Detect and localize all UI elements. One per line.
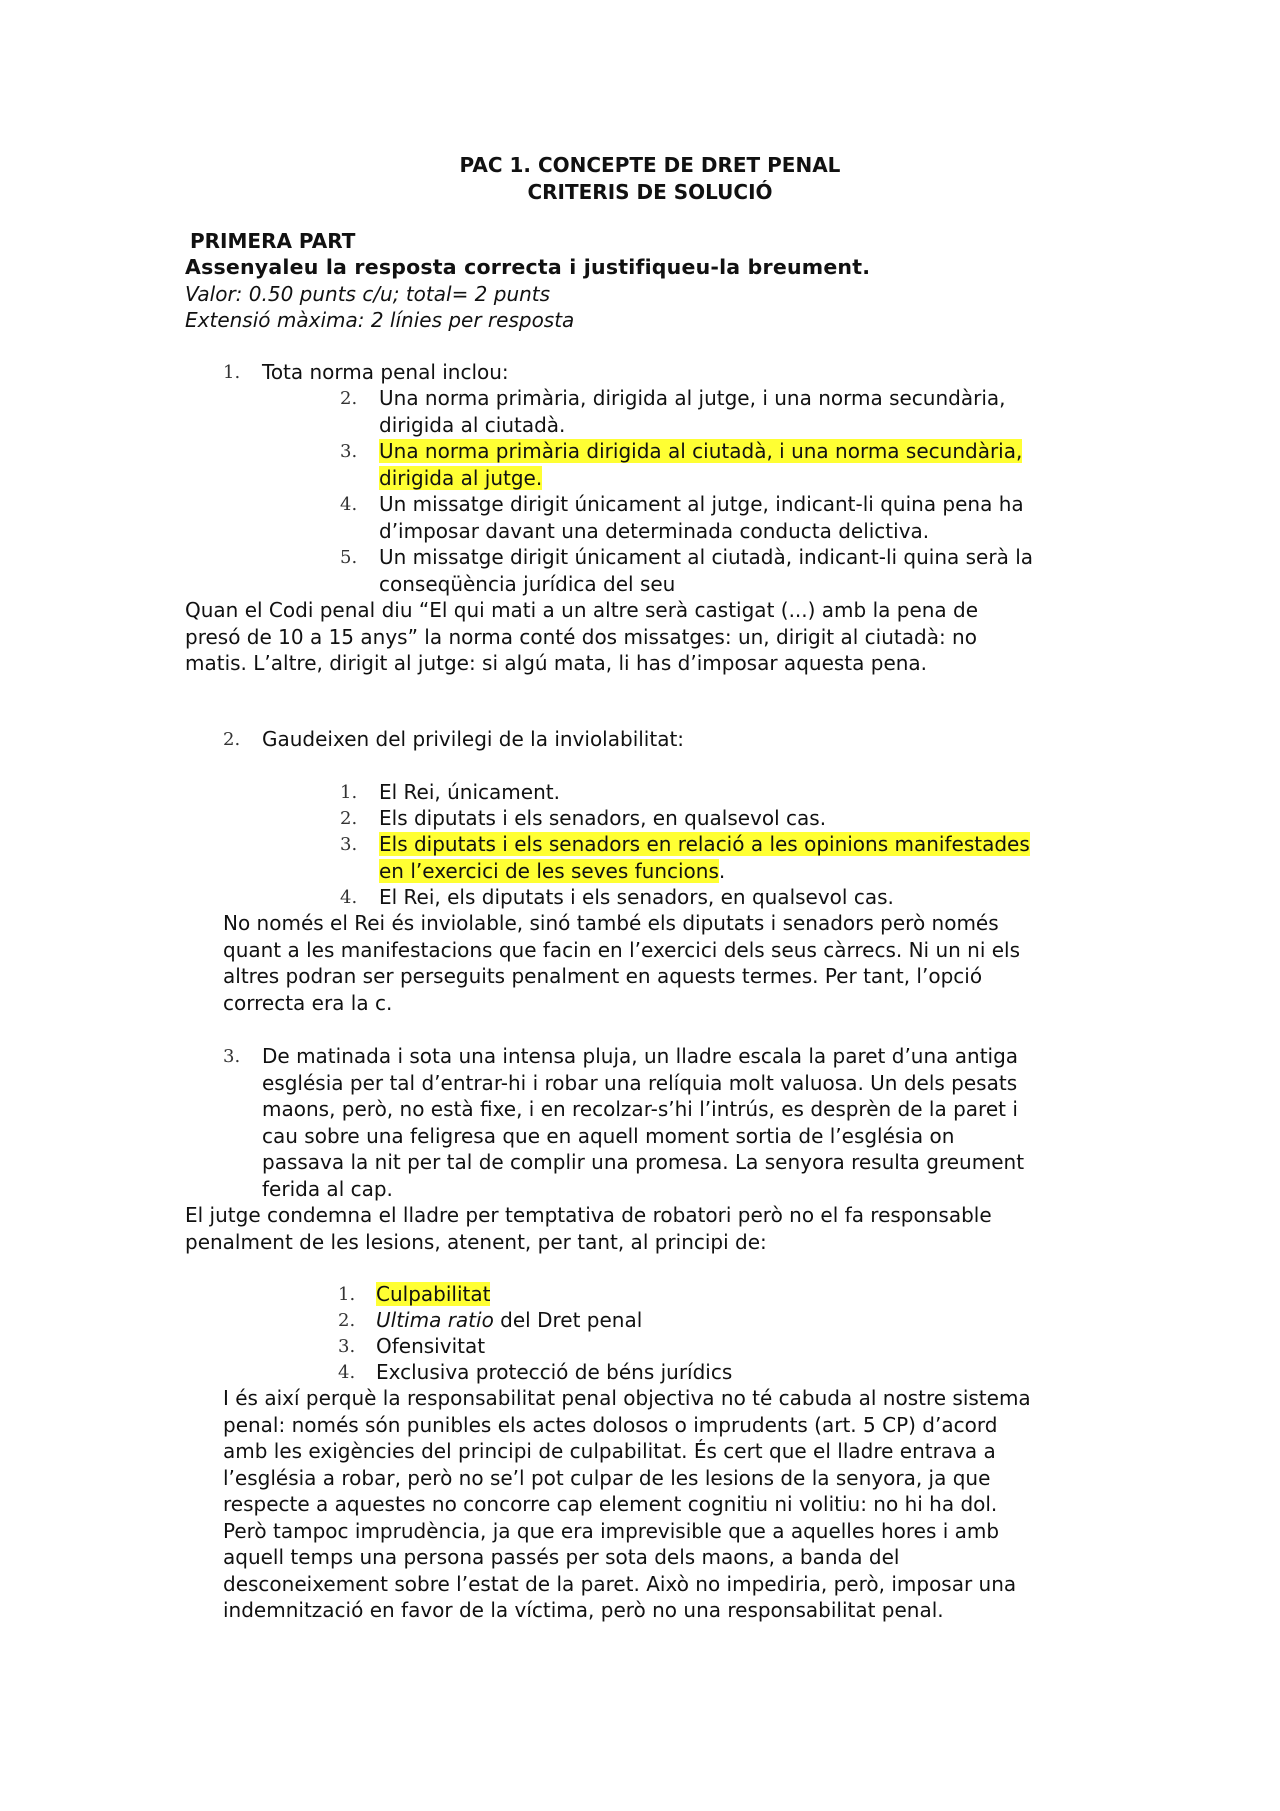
option-text: El Rei, els diputats i els senadors, en qualsevol cas.: [379, 885, 894, 909]
answer-line: presó de 10 a 15 anys” la norma conté dos missatges: un, dirigit al ciutadà: no: [185, 624, 977, 649]
option-number: 4.: [340, 494, 358, 515]
option-number: 2.: [340, 388, 358, 409]
answer-line: altres podran ser perseguits penalment en aquests termes. Per tant, l’opció: [223, 964, 983, 988]
option-number: 3.: [340, 441, 358, 462]
answer-line: aquell temps una persona passés per sota dels maons, a banda del: [223, 1545, 900, 1569]
question-text: Tota norma penal inclou:: [262, 360, 509, 384]
stem-line: El jutge condemna el lladre per temptativa de robatori però no el fa responsable: [185, 1203, 992, 1227]
question-line: església per tal d’entrar-hi i robar una relíquia molt valuosa. Un dels pesats: [262, 1070, 1018, 1095]
instruction: Assenyaleu la resposta correcta i justifiqueu-la breument.: [185, 255, 871, 279]
question-line: maons, però, no està fixe, i en recolzar-s’hi l’intrús, es desprèn de la paret i: [262, 1097, 1018, 1121]
answer-line: No només el Rei és inviolable, sinó també els diputats i senadors però només: [223, 911, 999, 935]
option-number: 3.: [340, 834, 358, 855]
option-text: Els diputats i els senadors, en qualsevol cas.: [379, 806, 827, 830]
option-number: 2.: [340, 808, 358, 829]
question-line: ferida al cap.: [262, 1176, 393, 1201]
question-line: cau sobre una feligresa que en aquell moment sortia de l’església on: [262, 1123, 955, 1148]
question-number: 3.: [223, 1046, 241, 1067]
answer-line: Quan el Codi penal diu “El qui mati a un altre serà castigat (...) amb la pena de: [185, 598, 979, 622]
highlight: Una norma primària dirigida al ciutadà, i una norma secundària,: [379, 439, 1023, 463]
answer-paragraph: [223, 910, 1020, 1016]
question-text: [262, 1043, 1024, 1202]
option-number: 1.: [338, 1284, 356, 1305]
option-text: Ultima ratio del Dret penal: [376, 1308, 643, 1332]
highlight: Els diputats i els senadors en relació a les opinions manifestades: [379, 832, 1030, 856]
title-line-2: CRITERIS DE SOLUCIÓ: [527, 179, 773, 204]
highlight: Culpabilitat: [376, 1282, 491, 1306]
question-stem: [185, 1202, 992, 1255]
extension-note: Extensió màxima: 2 línies per resposta: [185, 308, 575, 332]
option-text: Una norma primària, dirigida al jutge, i una norma secundària, dirigida al ciutadà.: [379, 386, 1006, 437]
option-text: Els diputats i els senadors en relació a les opinions manifestades en l’exercici de les seves funcions.: [379, 832, 1030, 883]
answer-line: correcta era la c.: [223, 990, 393, 1015]
value-note: Valor: 0.50 punts c/u; total= 2 punts: [185, 282, 551, 306]
answer-line: Però tampoc imprudència, ja que era imprevisible que a aquelles hores i amb: [223, 1518, 1000, 1543]
option-text: El Rei, únicament.: [379, 780, 560, 804]
part-heading: PRIMERA PART: [190, 229, 356, 253]
option-text: Un missatge dirigit únicament al ciutadà, indicant-li quina serà la conseqüència jurídica del seu: [379, 545, 1034, 596]
title-line-1: PAC 1. CONCEPTE DE DRET PENAL: [459, 153, 841, 177]
option-number: 4.: [338, 1362, 356, 1383]
answer-line: respecte a aquestes no concorre cap element cognitiu ni volitiu: no hi ha dol.: [223, 1492, 998, 1516]
option-number: 2.: [338, 1310, 356, 1331]
answer-line: l’església a robar, però no se’l pot culpar de les lesions de la senyora, ja que: [223, 1465, 991, 1490]
answer-line: amb les exigències del principi de culpabilitat. És cert que el lladre entrava a: [223, 1439, 996, 1463]
question-number: 2.: [223, 729, 241, 750]
answer-line: indemnització en favor de la víctima, però no una responsabilitat penal.: [223, 1598, 944, 1622]
answer-line: desconeixement sobre l’estat de la paret. Això no impediria, però, imposar una: [223, 1571, 1017, 1596]
option-number: 3.: [338, 1336, 356, 1357]
answer-line: penal: només són punibles els actes dolosos o imprudents (art. 5 CP) d’acord: [223, 1412, 998, 1437]
option-text: Exclusiva protecció de béns jurídics: [376, 1360, 733, 1384]
answer-line: I és així perquè la responsabilitat penal objectiva no té cabuda al nostre sistema: [223, 1386, 1031, 1410]
stem-line: penalment de les lesions, atenent, per tant, al principi de:: [185, 1229, 767, 1254]
answer-line: matis. L’altre, dirigit al jutge: si algú mata, li has d’imposar aquesta pena.: [185, 651, 928, 675]
option-text: [379, 438, 1022, 491]
question-number: 1.: [223, 362, 241, 383]
option-text: Un missatge dirigit únicament al jutge, indicant-li quina pena ha d’imposar davant una determinada conducta delictiva.: [379, 492, 1024, 543]
option-number: 5.: [340, 547, 358, 568]
option-number: 1.: [340, 782, 358, 803]
option-text: Ofensivitat: [376, 1334, 486, 1358]
highlight: en l’exercici de les seves funcions: [379, 858, 719, 883]
answer-paragraph: [223, 1385, 1031, 1624]
document-title: [0, 152, 1280, 205]
question-text: Gaudeixen del privilegi de la inviolabilitat:: [262, 727, 685, 751]
answer-line: quant a les manifestacions que facin en l’exercici dels seus càrrecs. Ni un ni els: [223, 937, 1021, 962]
answer-paragraph: [185, 597, 978, 677]
question-line: passava la nit per tal de complir una promesa. La senyora resulta greument: [262, 1150, 1025, 1174]
option-number: 4.: [340, 887, 358, 908]
question-line: De matinada i sota una intensa pluja, un lladre escala la paret d’una antiga: [262, 1044, 1019, 1068]
highlight: dirigida al jutge.: [379, 465, 543, 490]
option-text: [376, 1281, 490, 1308]
